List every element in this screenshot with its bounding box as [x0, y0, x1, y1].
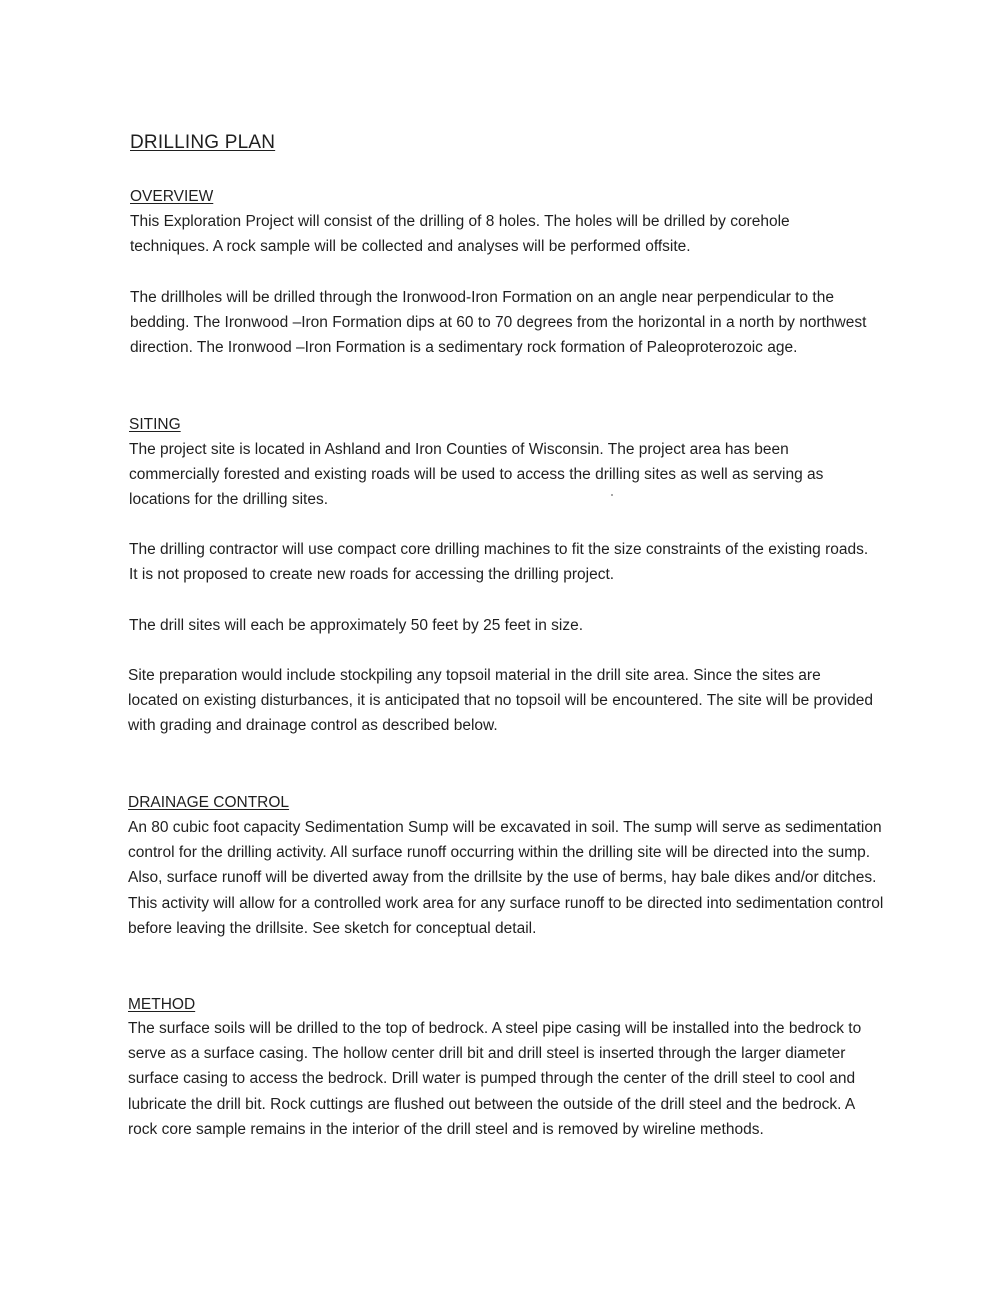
overview-paragraph-2: The drillholes will be drilled through the Ironwood-Iron Formation on an angle near perpendicular to the bedding. The Ironwood –Iron Formation dips at 60 to 70 degrees from the horizontal in a north by northwest direction. The Ironwood –Iron Formation is a sedimentary rock formation of Paleoproterozoic age.: [130, 289, 867, 357]
document-title: DRILLING PLAN: [130, 132, 276, 153]
scan-speck: [611, 494, 613, 496]
method-heading: METHOD: [128, 996, 196, 1013]
siting-paragraph-4: Site preparation would include stockpiling any topsoil material in the drill site area. Since the sites are located on existing disturbances, it is anticipated that no topsoil will be encountered. The site will be provided with grading and drainage control as described below.: [128, 667, 874, 735]
drainage-heading: DRAINAGE CONTROL: [128, 794, 290, 811]
method-paragraph-1: The surface soils will be drilled to the top of bedrock. A steel pipe casing will be installed into the bedrock to serve as a surface casing. The hollow center drill bit and drill steel is inserted through the larger diameter surface casing to access the bedrock. Drill water is pumped through the center of the drill steel to cool and lubricate the drill bit. Rock cuttings are flushed out between the outside of the drill steel and the bedrock. A rock core sample remains in the interior of the drill steel and is removed by wireline methods.: [128, 1020, 862, 1138]
drainage-paragraph-1: An 80 cubic foot capacity Sedimentation Sump will be excavated in soil. The sump will serve as sedimentation control for the drilling activity. All surface runoff occurring within the drilling site will be directed into the sump. Also, surface runoff will be diverted away from the drillsite by the use of berms, hay bale dikes and/or ditches. This activity will allow for a controlled work area for any surface runoff to be directed into sedimentation control before leaving the drillsite. See sketch for conceptual detail.: [128, 819, 884, 937]
siting-paragraph-1: The project site is located in Ashland and Iron Counties of Wisconsin. The project area has been commercially forested and existing roads will be used to access the drilling sites as well as serving as locations for the drilling sites.: [129, 441, 824, 509]
overview-paragraph-1: This Exploration Project will consist of the drilling of 8 holes. The holes will be drilled by corehole techniques. A rock sample will be collected and analyses will be performed offsite.: [130, 213, 790, 256]
siting-paragraph-3: The drill sites will each be approximately 50 feet by 25 feet in size.: [129, 617, 584, 634]
overview-heading: OVERVIEW: [130, 188, 214, 205]
siting-heading: SITING: [129, 416, 181, 433]
siting-paragraph-2: The drilling contractor will use compact core drilling machines to fit the size constraints of the existing roads. It is not proposed to create new roads for accessing the drilling project.: [129, 541, 869, 584]
